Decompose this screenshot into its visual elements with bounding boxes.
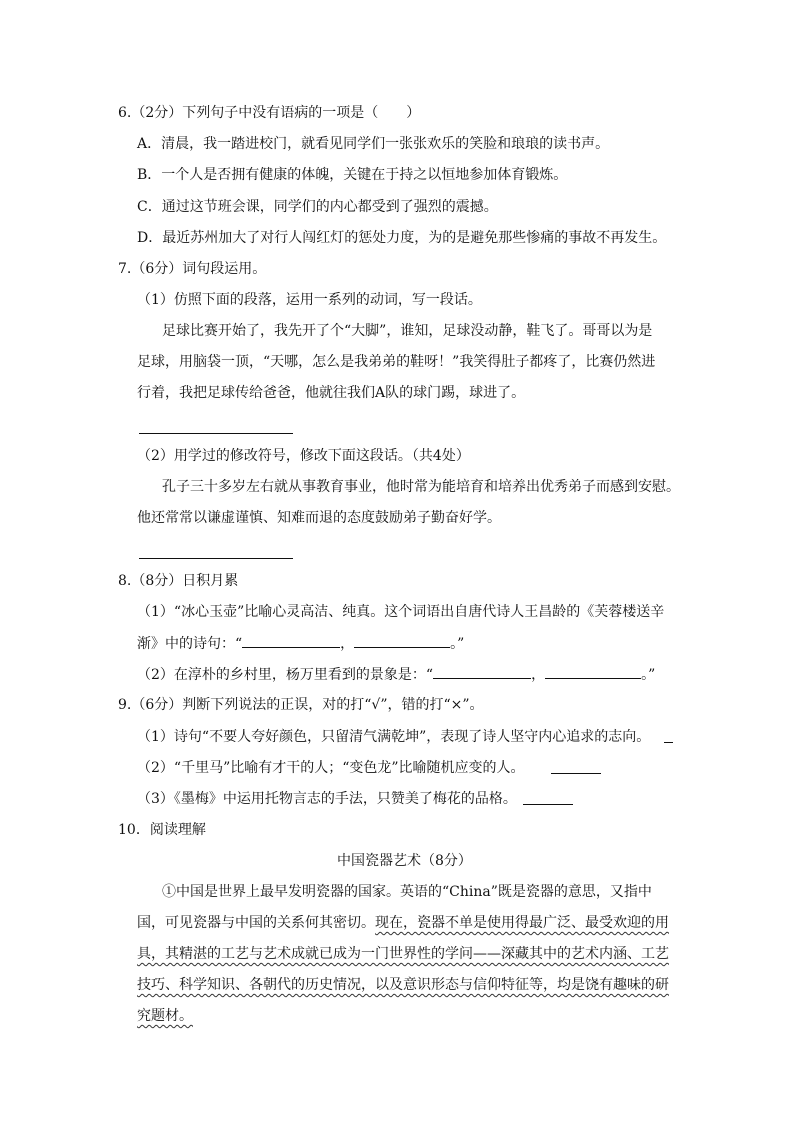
q8-blank-4[interactable] <box>545 664 641 679</box>
q7-part2-stem: （2）用学过的修改符号，修改下面这段话。（共4处） <box>137 448 470 464</box>
q8-part1-closing: 。” <box>450 636 465 652</box>
passage-title: 中国瓷器艺术（8分） <box>337 853 472 869</box>
q8-blank-3[interactable] <box>433 664 531 679</box>
q7-part2-answer-blank[interactable] <box>139 557 293 559</box>
q7-part1-answer-blank[interactable] <box>139 432 293 434</box>
q8-part2-separator: ， <box>531 667 546 683</box>
q7-sample-line-2: 足球，用脑袋一顶，“天哪，怎么是我弟弟的鞋呀！”我笑得肚子都疼了，比赛仍然进 <box>137 354 656 370</box>
q7-passage-line-2: 他还常常以谦虚谨慎、知难而退的态度鼓励弟子勤奋好学。 <box>137 510 501 526</box>
q8-part2-closing: 。” <box>641 667 656 683</box>
q7-sample-line-1: 足球比赛开始了，我先开了个“大脚”，谁知，足球没动静，鞋飞了。哥哥以为是 <box>162 323 653 339</box>
q7-part1-stem: （1）仿照下面的段落，运用一系列的动词，写一段话。 <box>137 292 482 308</box>
q6-option-c: C．通过这节班会课，同学们的内心都受到了强烈的震撼。 <box>137 199 498 215</box>
passage-underlined-line-3: 究题材。 <box>137 1008 193 1024</box>
q8-part2-line <box>137 664 655 685</box>
passage-line-2-text: 国，可见瓷器与中国的关系何其密切。 <box>137 915 375 931</box>
question-6-stem: 6.（2分）下列句子中没有语病的一项是（ ） <box>118 105 421 121</box>
q8-blank-2[interactable] <box>354 633 450 648</box>
passage-underlined-line-1: 具，其精湛的工艺与艺术成就已成为一门世界性的学问——深藏其中的艺术内涵、工艺 <box>137 946 669 962</box>
q9-item-1: （1）诗句“不要人夸好颜色，只留清气满乾坤”，表现了诗人坚守内心追求的志向。 <box>137 729 651 745</box>
question-8-stem: 8.（8分）日积月累 <box>118 573 239 589</box>
q7-passage-line-1: 孔子三十多岁左右就从事教育事业，他时常为能培育和培养出优秀弟子而感到安慰。 <box>162 479 680 495</box>
q9-item-1-answer-blank[interactable] <box>664 741 673 743</box>
q8-blank-1[interactable] <box>242 633 340 648</box>
q6-option-a: A．清晨，我一踏进校门，就看见同学们一张张欢乐的笑脸和琅琅的读书声。 <box>137 136 610 152</box>
passage-underlined-start: 现在，瓷器不单是使用得最广泛、最受欢迎的用 <box>375 915 669 931</box>
question-9-stem: 9.（6分）判断下列说法的正误，对的打“√”，错的打“×”。 <box>118 697 484 713</box>
q9-item-2-answer-blank[interactable] <box>551 772 601 774</box>
passage-line-1: ①中国是世界上最早发明瓷器的国家。英语的“China”既是瓷器的意思，又指中 <box>162 884 652 900</box>
passage-underlined-line-2: 技巧、科学知识、各朝代的历史情况，以及意识形态与信仰特征等，均是饶有趣味的研 <box>137 977 669 993</box>
question-7-stem: 7.（6分）词句段运用。 <box>118 261 267 277</box>
passage-line-2 <box>137 913 669 933</box>
q9-item-3-answer-blank[interactable] <box>523 803 573 805</box>
q8-part1-separator: ， <box>340 636 355 652</box>
q8-part2-prefix: （2）在淳朴的乡村里，杨万里看到的景象是：“ <box>137 667 434 683</box>
q8-part1-prefix: 渐》中的诗句：“ <box>137 636 243 652</box>
q7-sample-line-3: 行着，我把足球传给爸爸，他就往我们A队的球门踢，球进了。 <box>137 385 526 401</box>
q9-item-3: （3）《墨梅》中运用托物言志的手法，只赞美了梅花的品格。 <box>137 791 517 807</box>
q6-option-b: B．一个人是否拥有健康的体魄，关键在于持之以恒地参加体育锻炼。 <box>137 167 568 183</box>
q8-part1-line-2 <box>137 633 464 654</box>
question-10-stem: 10．阅读理解 <box>118 822 206 838</box>
q6-option-d: D．最近苏州加大了对行人闯红灯的惩处力度，为的是避免那些惨痛的事故不再发生。 <box>137 230 667 246</box>
q9-item-2: （2）“千里马”比喻有才干的人；“变色龙”比喻随机应变的人。 <box>137 760 525 776</box>
q8-part1-line-1: （1）“冰心玉壶”比喻心灵高洁、纯真。这个词语出自唐代诗人王昌龄的《芙蓉楼送辛 <box>137 604 665 620</box>
